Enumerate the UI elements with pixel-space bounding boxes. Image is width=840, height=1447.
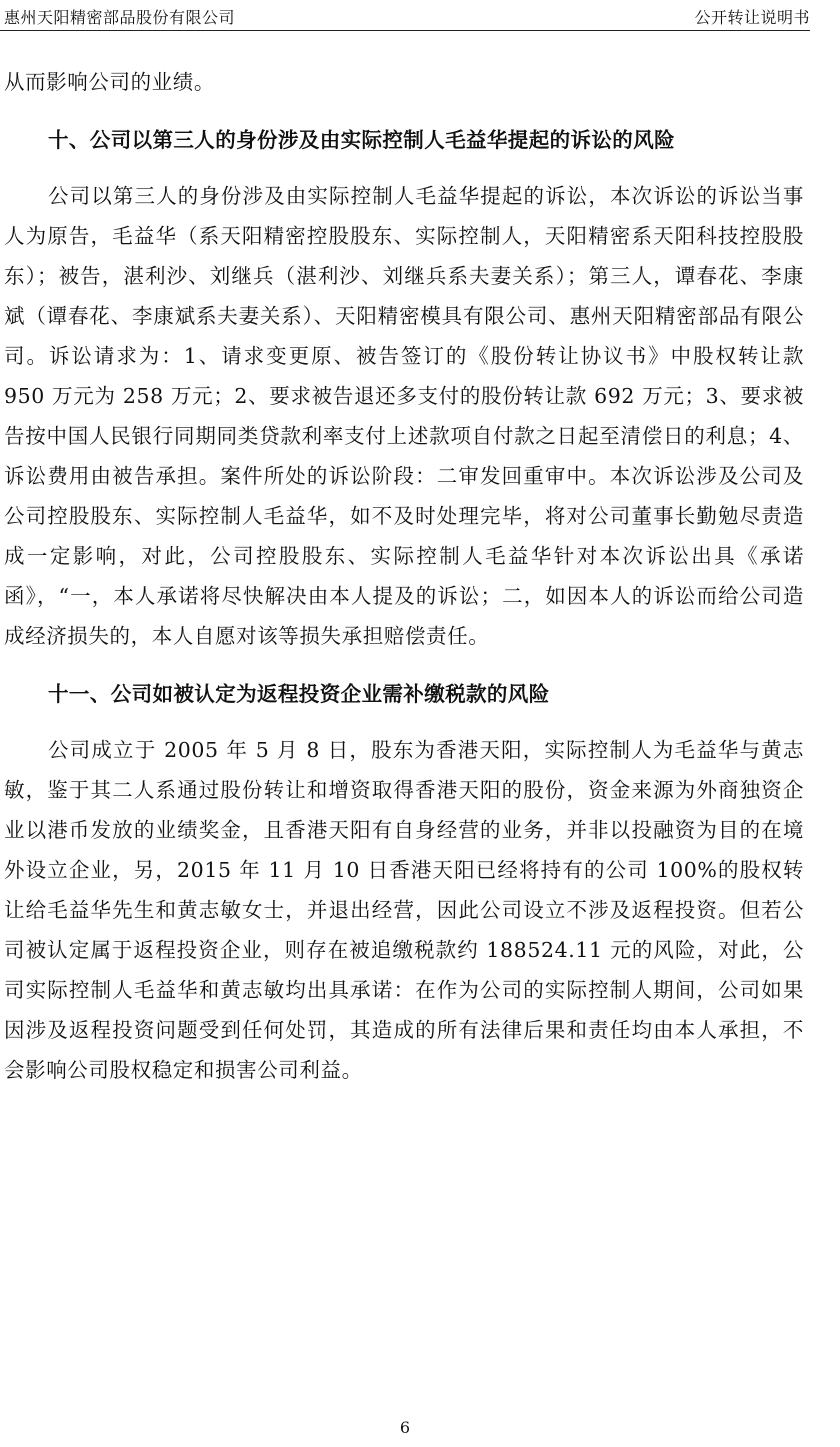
section-11-paragraph: 公司成立于 2005 年 5 月 8 日，股东为香港天阳，实际控制人为毛益华与黄志敏，鉴于其二人系通过股份转让和增资取得香港天阳的股份，资金来源为外商独资企业以港币发放的业绩奖金，且香港天阳有自身经营的业务，并非以投融资为目的在境外设立企业，另，2015 年 11 月 10 日香港天阳已经将持有的公司 100%的股权转让给毛益华先生和黄志敏女士，并退出经营，因此公司设立不涉及返程投资。但若公司被认定属于返程投资企业，则存在被追缴税款约 188524.11 元的风险，对此，公司实际控制人毛益华和黄志敏均出具承诺：在作为公司的实际控制人期间，公司如果因涉及返程投资问题受到任何处罚，其造成的所有法律后果和责任均由本人承担，不会影响公司股权稳定和损害公司利益。 [4,738,804,1082]
page-number: 6 [399,1418,411,1437]
section-10-title: 十、公司以第三人的身份涉及由实际控制人毛益华提起的诉讼的风险 [48,128,675,152]
section-11-title: 十一、公司如被认定为返程投资企业需补缴税款的风险 [48,682,550,706]
company-name: 惠州天阳精密部品股份有限公司 [4,8,236,27]
section-10-paragraph: 公司以第三人的身份涉及由实际控制人毛益华提起的诉讼，本次诉讼的诉讼当事人为原告，毛益华（系天阳精密控股股东、实际控制人，天阳精密系天阳科技控股股东）；被告，湛利沙、刘继兵（湛利沙、刘继兵系夫妻关系）；第三人，谭春花、李康斌（谭春花、李康斌系夫妻关系）、天阳精密模具有限公司、惠州天阳精密部品有限公司。诉讼请求为：1、请求变更原、被告签订的《股份转让协议书》中股权转让款 950 万元为 258 万元；2、要求被告退还多支付的股份转让款 692 万元；3、要求被告按中国人民银行同期同类贷款利率支付上述款项自付款之日起至清偿日的利息；4、诉讼费用由被告承担。案件所处的诉讼阶段：二审发回重审中。本次诉讼涉及公司及公司控股股东、实际控制人毛益华，如不及时处理完毕，将对公司董事长勤勉尽责造成一定影响，对此，公司控股股东、实际控制人毛益华针对本次诉讼出具《承诺函》，“一，本人承诺将尽快解决由本人提及的诉讼；二，如因本人的诉讼而给公司造成经济损失的，本人自愿对该等损失承担赔偿责任。 [4,184,804,648]
page-header [0,0,810,31]
document-title: 公开转让说明书 [694,8,810,27]
lead-paragraph: 从而影响公司的业绩。 [4,70,215,94]
document-body [4,62,804,1090]
